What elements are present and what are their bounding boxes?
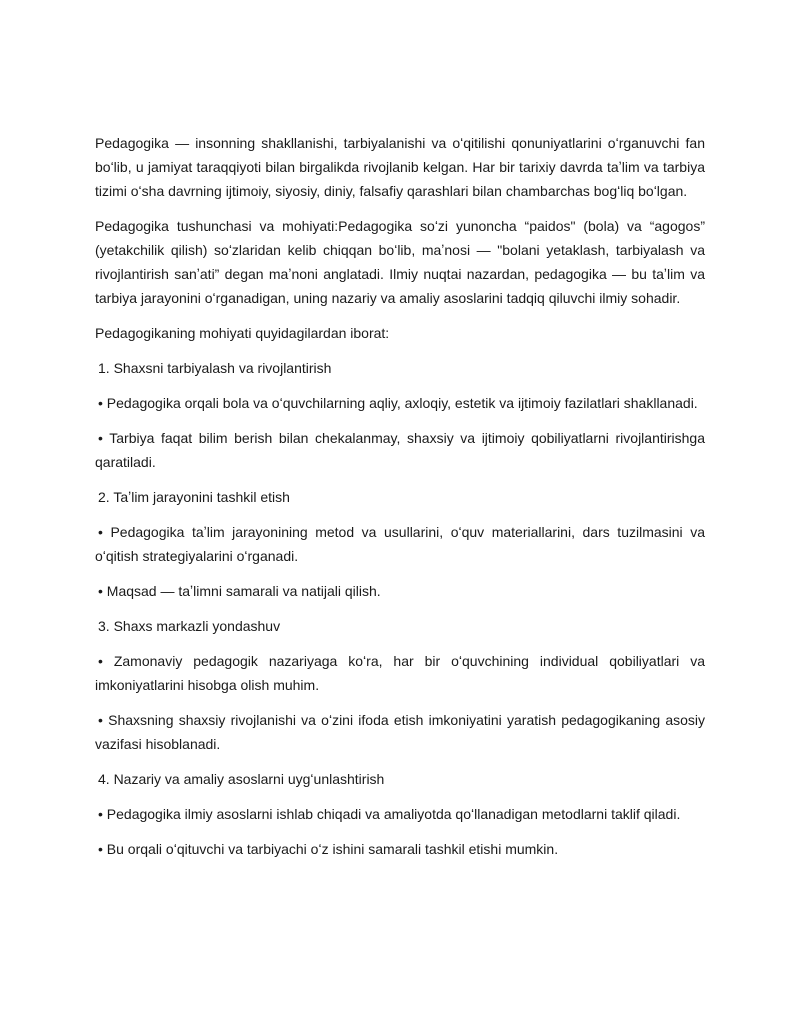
essence-intro: Pedagogikaning mohiyati quyidagilardan iborat: [95, 325, 390, 341]
bullet-item: • Pedagogika orqali bola va oʻquvchilarning aqliy, axloqiy, estetik va ijtimoiy fazilatlari shakllanadi. [98, 395, 698, 411]
intro-paragraph: Pedagogika — insonning shakllanishi, tarbiyalanishi va oʻqitilishi qonuniyatlarini oʻrganuvchi fan boʻlib, u jamiyat taraqqiyoti bilan birgalikda rivojlanib kelgan. Har bir tarixiy davrda taʼlim va tarbiya tizimi oʻsha davrning ijtimoiy, siyosiy, diniy, falsafiy qarashlari bilan chambarchas bogʻliq boʻlgan. [95, 135, 705, 199]
bullet-item: • Pedagogika ilmiy asoslarni ishlab chiqadi va amaliyotda qoʻllanadigan metodlarni taklif qiladi. [98, 806, 681, 822]
bullet-item: • Shaxsning shaxsiy rivojlanishi va oʻzini ifoda etish imkoniyatini yaratish pedagogikaning asosiy vazifasi hisoblanadi. [95, 712, 705, 752]
bullet-item: • Maqsad — taʼlimni samarali va natijali qilish. [98, 583, 381, 599]
concept-paragraph: Pedagogika tushunchasi va mohiyati:Pedagogika soʻzi yunoncha “paidos" (bola) va “agogos” (yetakchilik qilish) soʻzlaridan kelib chiqqan boʻlib, maʼnosi — "bolani yetaklash, tarbiyalash va rivojlantirish sanʼati” degan maʼnoni anglatadi. Ilmiy nuqtai nazardan, pedagogika — bu taʼlim va tarbiya jarayonini oʻrganadigan, uning nazariy va amaliy asoslarini tadqiq qiluvchi ilmiy sohadir. [95, 218, 705, 306]
section-heading: 4. Nazariy va amaliy asoslarni uygʻunlashtirish [98, 771, 385, 787]
section-heading: 1. Shaxsni tarbiyalash va rivojlantirish [98, 360, 332, 376]
section-heading: 2. Taʼlim jarayonini tashkil etish [98, 489, 290, 505]
section-heading: 3. Shaxs markazli yondashuv [98, 618, 281, 634]
bullet-item: • Pedagogika taʼlim jarayonining metod va usullarini, oʻquv materiallarini, dars tuzilmasini va oʻqitish strategiyalarini oʻrganadi. [95, 524, 705, 564]
document-body [95, 131, 705, 872]
bullet-item: • Zamonaviy pedagogik nazariyaga koʻra, har bir oʻquvchining individual qobiliyatlari va imkoniyatlarini hisobga olish muhim. [95, 653, 705, 693]
bullet-item: • Tarbiya faqat bilim berish bilan chekalanmay, shaxsiy va ijtimoiy qobiliyatlarni rivojlantirishga qaratiladi. [95, 430, 705, 470]
bullet-item: • Bu orqali oʻqituvchi va tarbiyachi oʻz ishini samarali tashkil etishi mumkin. [98, 841, 559, 857]
